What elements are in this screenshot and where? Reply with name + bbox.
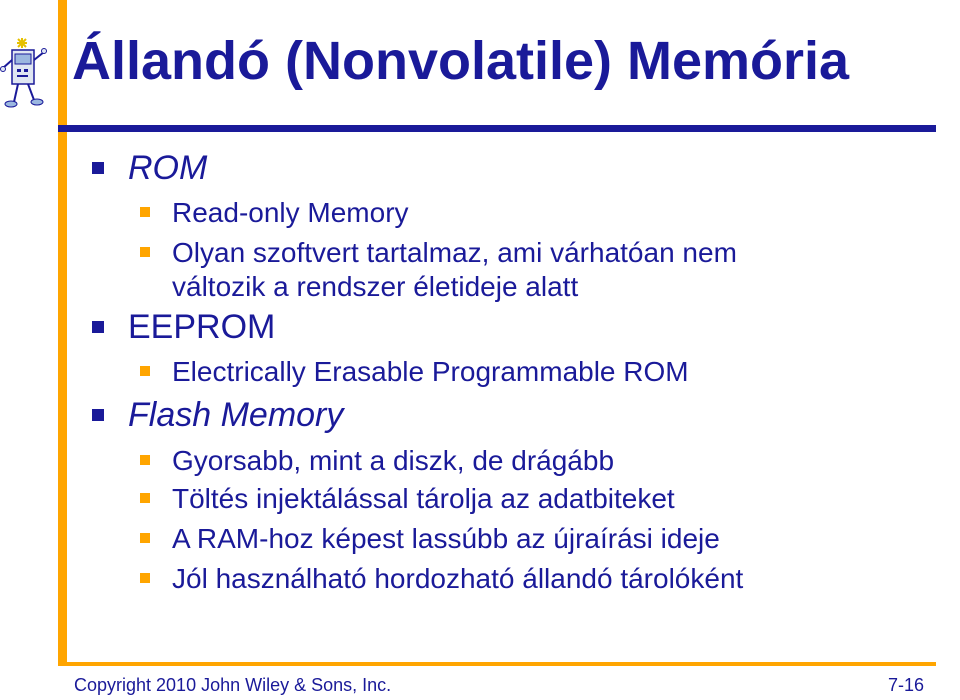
sub-bullet-item: Jól használható hordozható állandó tárolóként: [140, 562, 743, 596]
square-bullet-icon: [140, 573, 150, 583]
footer-copyright: Copyright 2010 John Wiley & Sons, Inc.: [74, 675, 392, 695]
square-bullet-icon: [140, 533, 150, 543]
bullet-item-eeprom: EEPROM: [92, 307, 275, 347]
bullet-item-flash-memory: Flash Memory: [92, 395, 343, 435]
footer-rule: [58, 662, 936, 666]
sub-bullet-item: Read-only Memory: [140, 196, 409, 230]
square-bullet-icon: [140, 455, 150, 465]
slide-title: Állandó (Nonvolatile) Memória: [72, 31, 850, 91]
bullet-item-rom: ROM: [92, 148, 207, 188]
square-bullet-icon: [92, 409, 104, 421]
square-bullet-icon: [92, 321, 104, 333]
square-bullet-icon: [140, 366, 150, 376]
sub-bullet-item: Töltés injektálással tárolja az adatbiteket: [140, 482, 675, 516]
sub-bullet-item: Electrically Erasable Programmable ROM: [140, 355, 689, 389]
square-bullet-icon: [140, 207, 150, 217]
square-bullet-icon: [140, 493, 150, 503]
square-bullet-icon: [140, 247, 150, 257]
sub-bullet-item: Gyorsabb, mint a diszk, de drágább: [140, 444, 614, 478]
sub-bullet-item: A RAM-hoz képest lassúbb az újraírási ideje: [140, 522, 720, 556]
square-bullet-icon: [92, 162, 104, 174]
sub-bullet-item: Olyan szoftvert tartalmaz, ami várhatóan nem változik a rendszer életideje alatt: [140, 236, 737, 304]
page-number: 7-16: [888, 675, 925, 695]
